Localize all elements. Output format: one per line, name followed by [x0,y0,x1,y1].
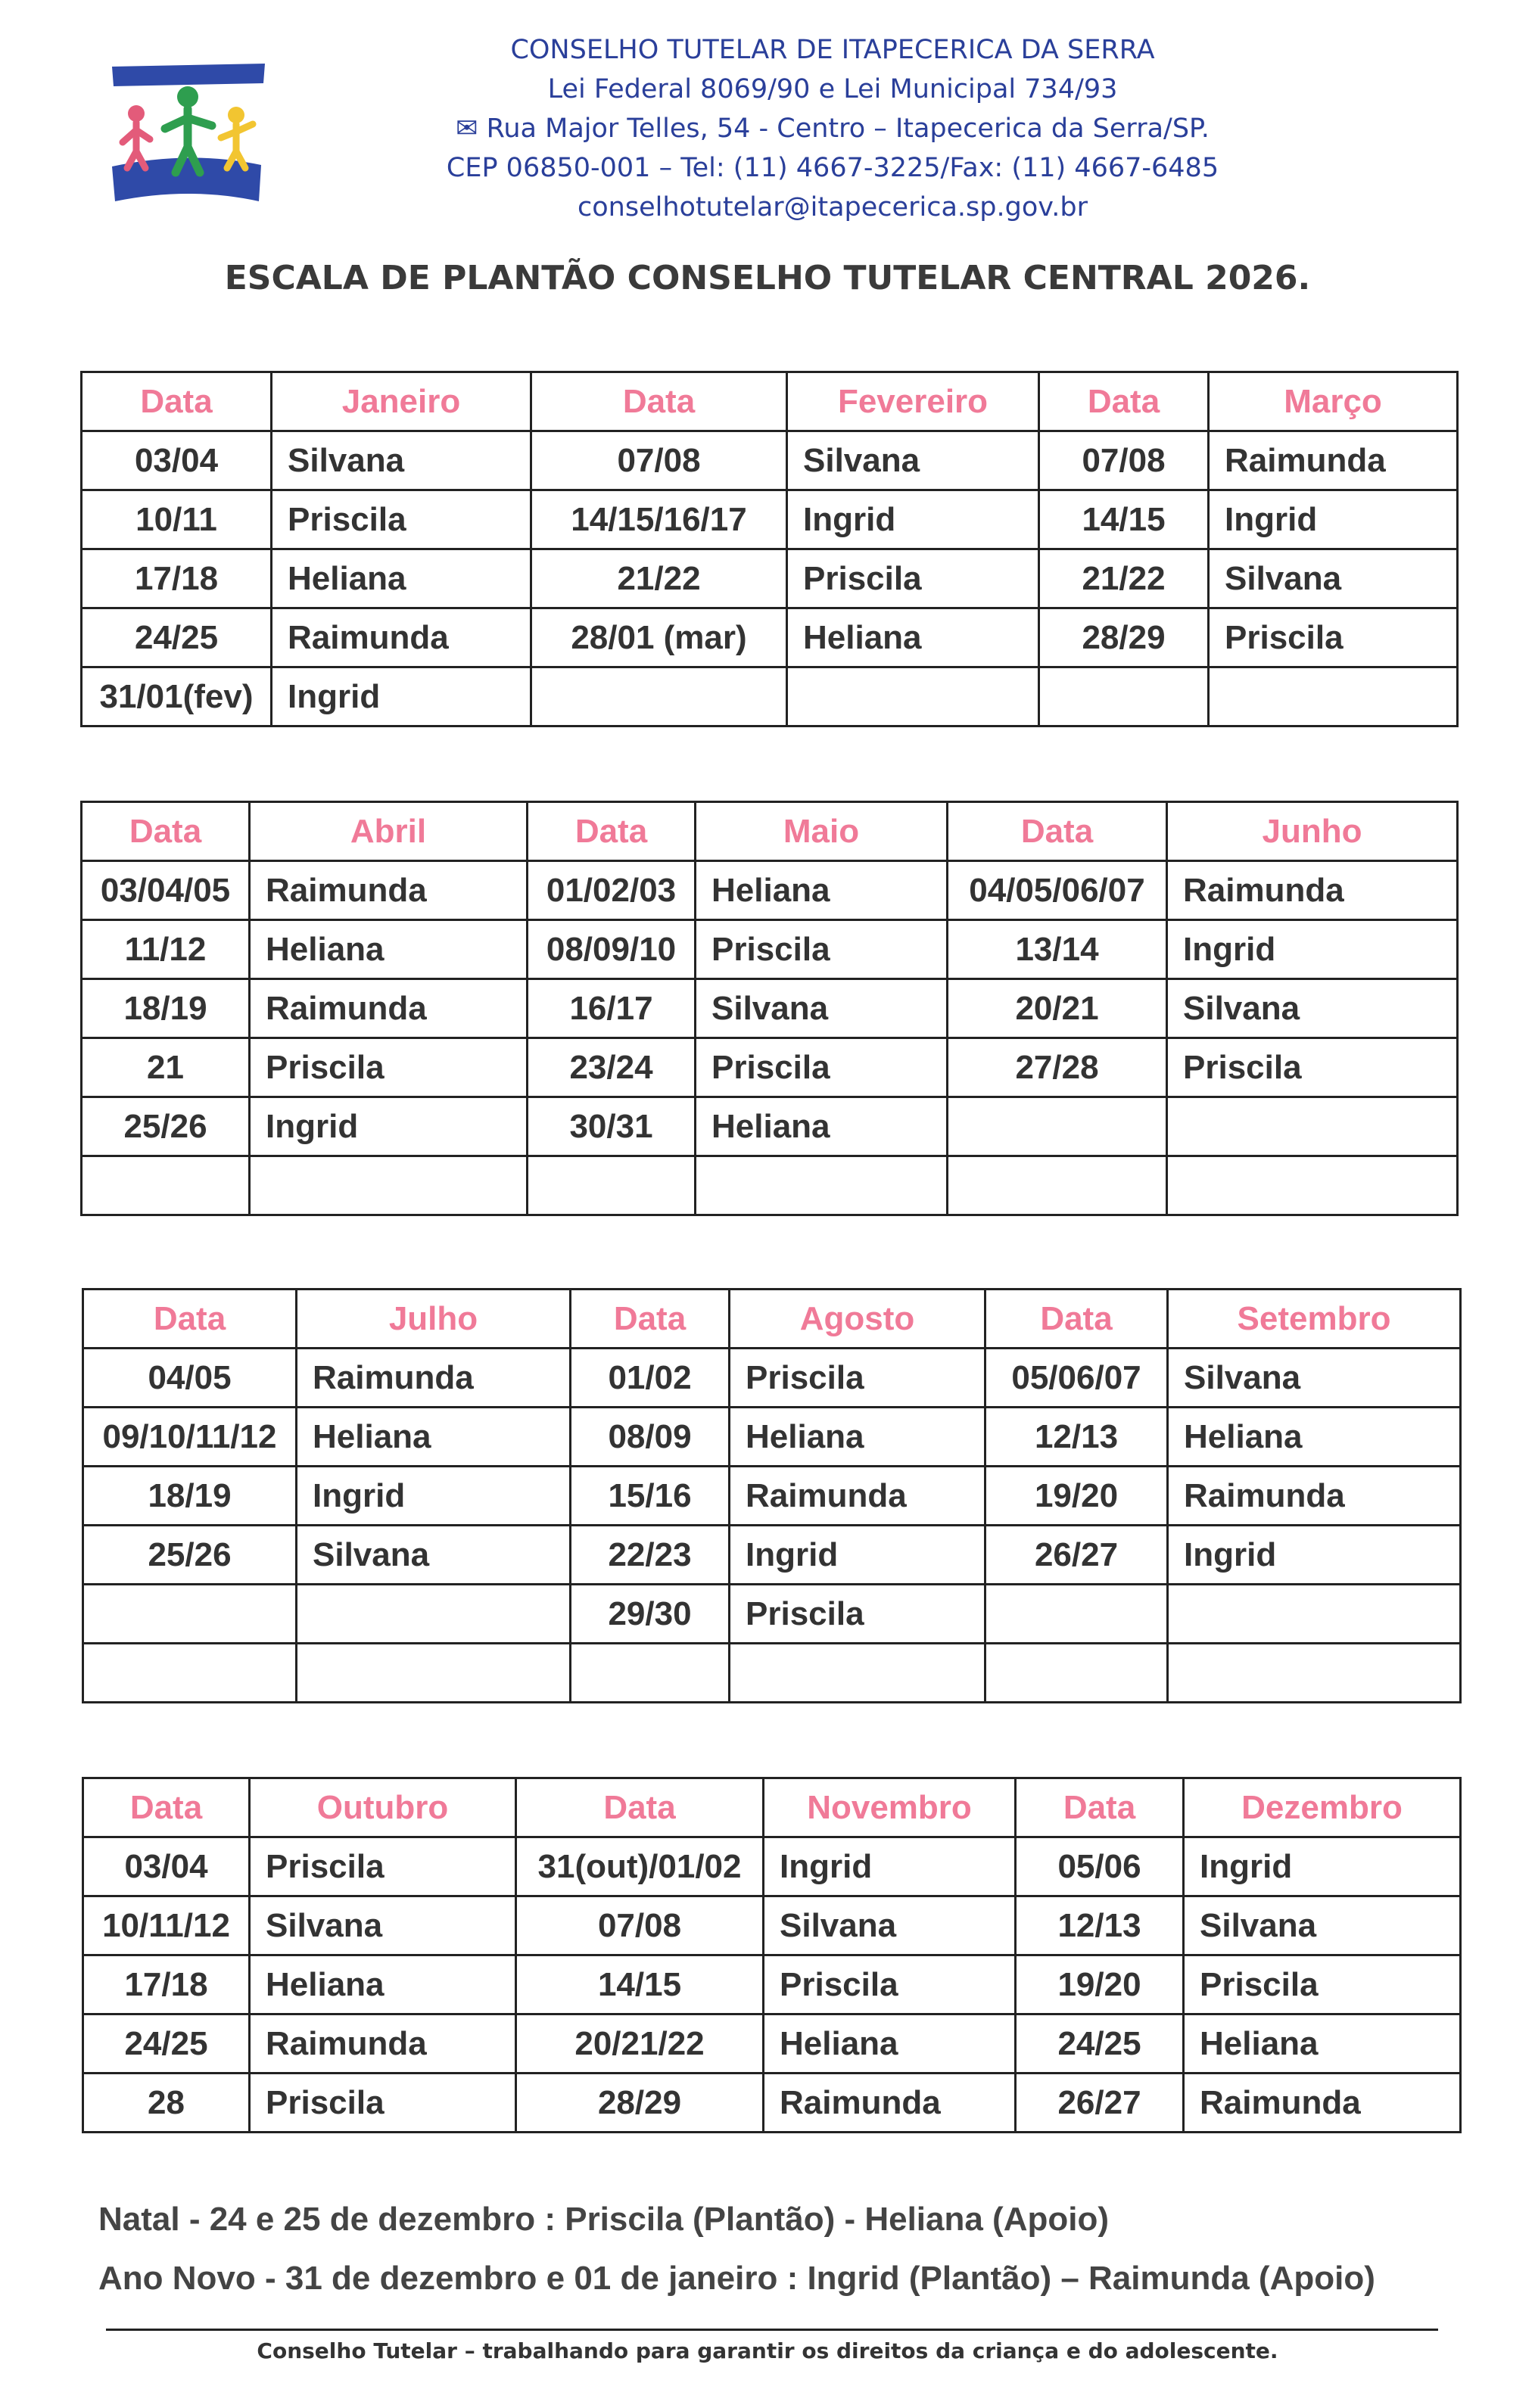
counselor-cell: Ingrid [1168,1526,1461,1585]
date-cell: 26/27 [1016,2074,1184,2133]
date-cell: 01/02 [571,1349,730,1408]
date-cell: 31(out)/01/02 [516,1837,764,1896]
counselor-cell: Raimunda [1209,431,1458,490]
counselor-cell: Heliana [250,1955,516,2014]
counselor-cell: Raimunda [764,2074,1016,2133]
month-header: Janeiro [272,372,531,431]
date-cell: 14/15 [516,1955,764,2014]
date-cell: 13/14 [948,920,1167,979]
note-natal: Natal - 24 e 25 de dezembro : Priscila (Plantão) - Heliana (Apoio) [98,2201,1109,2238]
date-column-header: Data [985,1290,1168,1349]
date-cell: 24/25 [83,2014,250,2074]
counselor-cell [1209,667,1458,726]
header-row [83,1290,1461,1349]
counselor-cell: Priscila [696,1038,948,1097]
date-cell: 16/17 [528,979,696,1038]
counselor-cell [730,1644,985,1703]
date-column-header: Data [531,372,787,431]
date-cell: 10/11 [82,490,272,549]
counselor-cell: Raimunda [272,608,531,667]
counselor-cell: Heliana [730,1408,985,1467]
date-column-header: Data [571,1290,730,1349]
conselho-logo [106,53,272,204]
date-cell: 07/08 [516,1896,764,1955]
counselor-cell: Silvana [250,1896,516,1955]
date-cell: 09/10/11/12 [83,1408,297,1467]
table-row [83,1467,1461,1526]
counselor-cell: Priscila [787,549,1039,608]
counselor-cell: Heliana [696,1097,948,1156]
date-cell: 12/13 [1016,1896,1184,1955]
date-cell: 14/15/16/17 [531,490,787,549]
table-row [82,490,1458,549]
counselor-cell: Ingrid [1167,920,1458,979]
header-row [82,372,1458,431]
table-row [82,1038,1458,1097]
date-column-header: Data [1039,372,1209,431]
counselor-cell: Silvana [1168,1349,1461,1408]
date-cell: 24/25 [82,608,272,667]
schedule-table-q4 [82,1777,1462,2133]
counselor-cell: Raimunda [250,861,528,920]
table-row [82,431,1458,490]
table-row [83,1644,1461,1703]
month-header: Outubro [250,1778,516,1837]
counselor-cell: Priscila [1184,1955,1461,2014]
date-cell: 21/22 [531,549,787,608]
month-header: Junho [1167,802,1458,861]
date-cell: 10/11/12 [83,1896,250,1955]
counselor-cell [1168,1644,1461,1703]
date-cell [528,1156,696,1215]
org-name: CONSELHO TUTELAR DE ITAPECERICA DA SERRA [510,35,1155,65]
mail-icon: ✉ [456,114,487,144]
date-cell [571,1644,730,1703]
table-row [82,549,1458,608]
date-column-header: Data [948,802,1167,861]
date-cell: 25/26 [83,1526,297,1585]
table-row [82,920,1458,979]
counselor-cell: Raimunda [1167,861,1458,920]
counselor-cell: Ingrid [272,667,531,726]
date-cell: 03/04/05 [82,861,250,920]
schedule-table-q2 [80,801,1459,1216]
date-cell: 31/01(fev) [82,667,272,726]
counselor-cell: Heliana [272,549,531,608]
table-row [82,1097,1458,1156]
header-row [82,802,1458,861]
counselor-cell: Heliana [787,608,1039,667]
table-row [83,2074,1461,2133]
counselor-cell: Priscila [250,1038,528,1097]
date-cell: 26/27 [985,1526,1168,1585]
date-cell: 14/15 [1039,490,1209,549]
date-cell [531,667,787,726]
counselor-cell: Priscila [1209,608,1458,667]
date-cell: 04/05/06/07 [948,861,1167,920]
month-header: Março [1209,372,1458,431]
date-cell: 22/23 [571,1526,730,1585]
date-cell [948,1097,1167,1156]
counselor-cell [250,1156,528,1215]
date-cell [1039,667,1209,726]
counselor-cell [696,1156,948,1215]
table-row [83,1837,1461,1896]
counselor-cell: Silvana [696,979,948,1038]
date-cell: 18/19 [82,979,250,1038]
month-header: Dezembro [1184,1778,1461,1837]
counselor-cell: Priscila [764,1955,1016,2014]
date-cell: 24/25 [1016,2014,1184,2074]
date-cell: 11/12 [82,920,250,979]
month-header: Agosto [730,1290,985,1349]
law-reference: Lei Federal 8069/90 e Lei Municipal 734/93 [547,74,1118,104]
month-header: Julho [297,1290,571,1349]
note-ano-novo: Ano Novo - 31 de dezembro e 01 de janeiro : Ingrid (Plantão) – Raimunda (Apoio) [98,2260,1375,2297]
date-column-header: Data [83,1778,250,1837]
table-row [82,861,1458,920]
table-row [82,1156,1458,1215]
phone-line: CEP 06850-001 – Tel: (11) 4667-3225/Fax: (11) 4667-6485 [446,153,1219,183]
table-row [83,1955,1461,2014]
month-header: Abril [250,802,528,861]
counselor-cell: Priscila [1167,1038,1458,1097]
email-line: conselhotutelar@itapecerica.sp.gov.br [578,192,1088,222]
counselor-cell [1167,1097,1458,1156]
counselor-cell: Ingrid [764,1837,1016,1896]
schedule-table-q3 [82,1288,1462,1703]
date-column-header: Data [516,1778,764,1837]
counselor-cell [297,1585,571,1644]
letterhead [378,30,1287,227]
counselor-cell: Silvana [787,431,1039,490]
table-row [83,2014,1461,2074]
date-cell: 03/04 [82,431,272,490]
counselor-cell: Ingrid [730,1526,985,1585]
table-row [83,1896,1461,1955]
date-cell: 21/22 [1039,549,1209,608]
address-line [378,109,1287,148]
date-cell: 27/28 [948,1038,1167,1097]
counselor-cell: Ingrid [297,1467,571,1526]
counselor-cell: Raimunda [1168,1467,1461,1526]
counselor-cell: Ingrid [1184,1837,1461,1896]
date-column-header: Data [82,802,250,861]
date-cell: 15/16 [571,1467,730,1526]
table-row [83,1349,1461,1408]
date-cell [985,1644,1168,1703]
counselor-cell: Raimunda [730,1467,985,1526]
date-cell: 20/21 [948,979,1167,1038]
counselor-cell: Silvana [1167,979,1458,1038]
date-cell [83,1644,297,1703]
counselor-cell: Heliana [764,2014,1016,2074]
counselor-cell [787,667,1039,726]
counselor-cell: Ingrid [250,1097,528,1156]
page-title: ESCALA DE PLANTÃO CONSELHO TUTELAR CENTRAL 2026. [224,259,1311,297]
counselor-cell: Raimunda [250,2014,516,2074]
counselor-cell: Priscila [250,2074,516,2133]
table-row [82,667,1458,726]
date-column-header: Data [1016,1778,1184,1837]
date-cell [83,1585,297,1644]
month-header: Maio [696,802,948,861]
schedule-table-q1 [80,371,1459,727]
header-row [83,1778,1461,1837]
date-cell: 18/19 [83,1467,297,1526]
counselor-cell: Priscila [272,490,531,549]
date-cell: 07/08 [531,431,787,490]
table-row [82,608,1458,667]
table-row [82,979,1458,1038]
counselor-cell: Heliana [696,861,948,920]
date-cell: 19/20 [985,1467,1168,1526]
counselor-cell: Silvana [1209,549,1458,608]
counselor-cell: Priscila [730,1349,985,1408]
date-cell: 17/18 [82,549,272,608]
counselor-cell: Heliana [1184,2014,1461,2074]
counselor-cell: Silvana [272,431,531,490]
date-cell: 28/01 (mar) [531,608,787,667]
date-cell: 03/04 [83,1837,250,1896]
table-row [83,1585,1461,1644]
date-cell: 17/18 [83,1955,250,2014]
date-column-header: Data [82,372,272,431]
date-cell [82,1156,250,1215]
date-cell: 20/21/22 [516,2014,764,2074]
date-cell: 12/13 [985,1408,1168,1467]
counselor-cell [1168,1585,1461,1644]
date-cell [948,1156,1167,1215]
counselor-cell: Ingrid [1209,490,1458,549]
footer-divider [106,2329,1438,2331]
counselor-cell [297,1644,571,1703]
date-cell: 25/26 [82,1097,250,1156]
month-header: Setembro [1168,1290,1461,1349]
counselor-cell: Silvana [1184,1896,1461,1955]
date-cell: 01/02/03 [528,861,696,920]
counselor-cell: Heliana [1168,1408,1461,1467]
date-cell: 04/05 [83,1349,297,1408]
table-row [83,1526,1461,1585]
date-cell: 29/30 [571,1585,730,1644]
address-text: Rua Major Telles, 54 - Centro – Itapecerica da Serra/SP. [486,114,1210,144]
counselor-cell: Raimunda [250,979,528,1038]
date-column-header: Data [83,1290,297,1349]
date-cell: 28/29 [1039,608,1209,667]
counselor-cell: Priscila [250,1837,516,1896]
date-cell: 05/06/07 [985,1349,1168,1408]
date-cell: 23/24 [528,1038,696,1097]
counselor-cell: Raimunda [297,1349,571,1408]
counselor-cell: Silvana [297,1526,571,1585]
counselor-cell: Silvana [764,1896,1016,1955]
date-cell: 21 [82,1038,250,1097]
month-header: Fevereiro [787,372,1039,431]
date-cell: 28/29 [516,2074,764,2133]
date-cell [985,1585,1168,1644]
date-cell: 08/09/10 [528,920,696,979]
date-cell: 28 [83,2074,250,2133]
counselor-cell: Ingrid [787,490,1039,549]
counselor-cell [1167,1156,1458,1215]
table-row [83,1408,1461,1467]
date-cell: 30/31 [528,1097,696,1156]
date-cell: 08/09 [571,1408,730,1467]
counselor-cell: Heliana [297,1408,571,1467]
date-cell: 05/06 [1016,1837,1184,1896]
counselor-cell: Raimunda [1184,2074,1461,2133]
counselor-cell: Priscila [696,920,948,979]
date-cell: 19/20 [1016,1955,1184,2014]
footer-text: Conselho Tutelar – trabalhando para garantir os direitos da criança e do adolescente. [257,2338,1278,2363]
month-header: Novembro [764,1778,1016,1837]
date-cell: 07/08 [1039,431,1209,490]
date-column-header: Data [528,802,696,861]
counselor-cell: Heliana [250,920,528,979]
counselor-cell: Priscila [730,1585,985,1644]
